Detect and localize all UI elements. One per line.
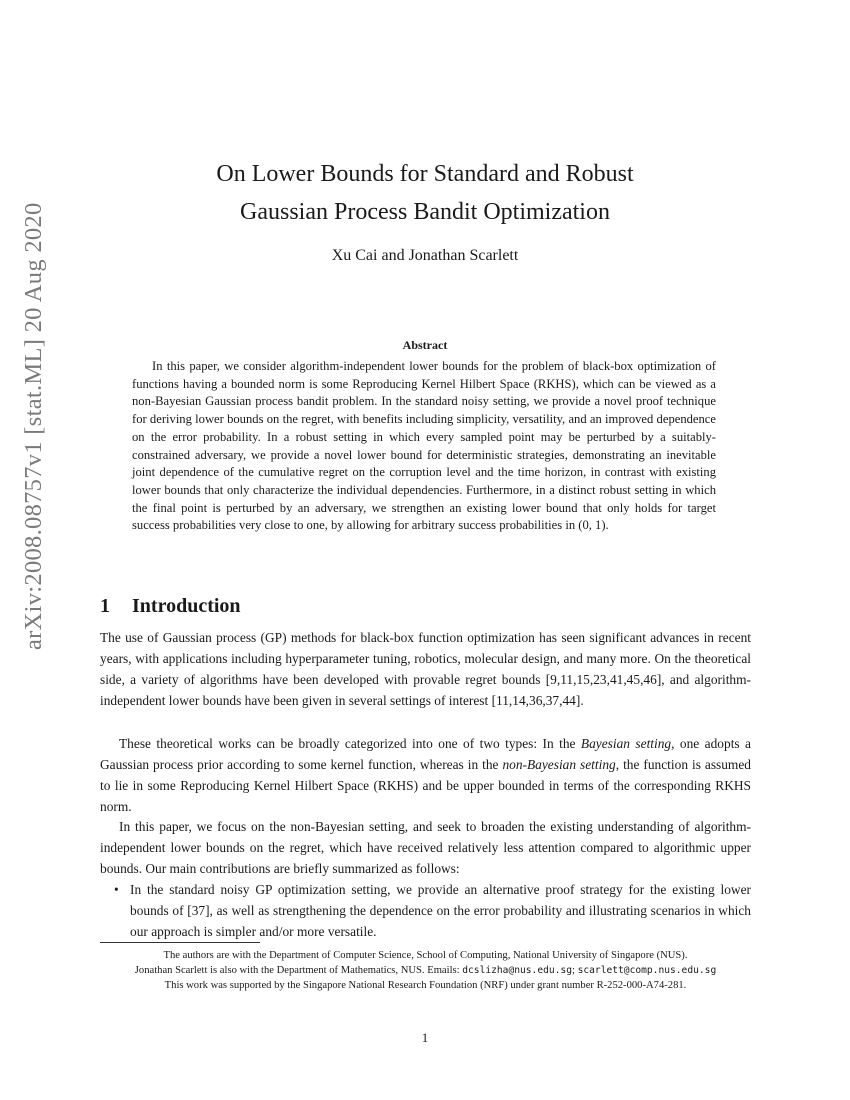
arxiv-identifier-stamp: arXiv:2008.08757v1 [stat.ML] 20 Aug 2020 (20, 202, 47, 650)
bullet-marker-icon: • (114, 882, 119, 897)
intro-paragraph-2 (100, 733, 751, 817)
intro-paragraph-1: The use of Gaussian process (GP) methods for black-box function optimization has seen significant advances in recent years, with applications including hyperparameter tuning, robotics, molecular design, and many more. On the theoretical side, a variety of algorithms have been developed with provable regret bounds [9,11,15,23,41,45,46], and algorithm-independent lower bounds have been given in several settings of interest [11,14,36,37,44]. (100, 630, 751, 708)
paragraph-text: , one adopts a Gaussian process prior according to some kernel function, whereas in the (100, 736, 751, 772)
title-line-1: On Lower Bounds for Standard and Robust (216, 161, 634, 187)
footnote-divider (100, 942, 260, 943)
author-list: Xu Cai and Jonathan Scarlett (331, 247, 519, 264)
paper-title (0, 155, 850, 231)
intro-paragraph-3: In this paper, we focus on the non-Bayesian setting, and seek to broaden the existing understanding of algorithm-independent lower bounds on the regret, which have received relatively less attention compared to algorithmic upper bounds. Our main contributions are briefly summarized as follows: (100, 819, 751, 876)
emphasis-bayesian-setting: Bayesian setting (580, 736, 672, 751)
email-separator: ; (572, 965, 578, 977)
email-link-1[interactable]: dcslizha@nus.edu.sg (462, 965, 572, 977)
email-link-2[interactable]: scarlett@comp.nus.edu.sg (577, 965, 717, 977)
abstract-text: In this paper, we consider algorithm-independent lower bounds for the problem of black-box optimization of functions having a bounded norm is some Reproducing Kernel Hilbert Space (RKHS), which can be viewed as a non-Bayesian Gaussian process bandit problem. In the standard noisy setting, we provide a novel proof technique for deriving lower bounds on the regret, with benefits including simplicity, versatility, and an improved dependence on the error probability. In a robust setting in which every sampled point may be perturbed by a suitably-constrained adversary, we provide a novel lower bound for deterministic strategies, demonstrating an inevitable joint dependence of the cumulative regret on the corruption level and the time horizon, in contrast with existing lower bounds that only characterize the individual dependencies. Furthermore, in a distinct robust setting in which the final point is perturbed by an adversary, we strengthen an existing lower bound that only holds for target success probabilities very close to one, by allowing for arbitrary success probabilities in (0, 1). (132, 359, 716, 533)
section-title: Introduction (132, 595, 241, 617)
footnote-emails (100, 963, 751, 978)
footnote-affiliation: The authors are with the Department of Computer Science, School of Computing, National University of Singapore (NUS). (163, 950, 688, 961)
section-heading (100, 595, 241, 618)
section-number: 1 (100, 595, 110, 617)
paragraph-text: These theoretical works can be broadly categorized into one of two types: In the (119, 736, 581, 751)
title-line-2: Gaussian Process Bandit Optimization (240, 199, 610, 225)
footnote-emails-prefix: Jonathan Scarlett is also with the Department of Mathematics, NUS. Emails: (134, 965, 463, 977)
contribution-list-item (100, 879, 751, 942)
footnote-funding: This work was supported by the Singapore National Research Foundation (NRF) under grant number R-252-000-A74-281. (164, 980, 687, 992)
abstract-heading: Abstract (402, 338, 448, 352)
emphasis-non-bayesian-setting: non-Bayesian setting (502, 757, 616, 772)
page-number: 1 (421, 1030, 429, 1045)
paragraph-text: , the function is assumed to lie in some Reproducing Kernel Hilbert Space (RKHS) and be upper bounded in terms of the corresponding RKHS norm. (100, 757, 751, 814)
contribution-text: In the standard noisy GP optimization setting, we provide an alternative proof strategy for the existing lower bounds of [37], as well as strengthening the dependence on the error probability and illustrating scenarios in which our approach is simpler and/or more versatile. (130, 882, 751, 939)
footnotes (100, 948, 751, 994)
